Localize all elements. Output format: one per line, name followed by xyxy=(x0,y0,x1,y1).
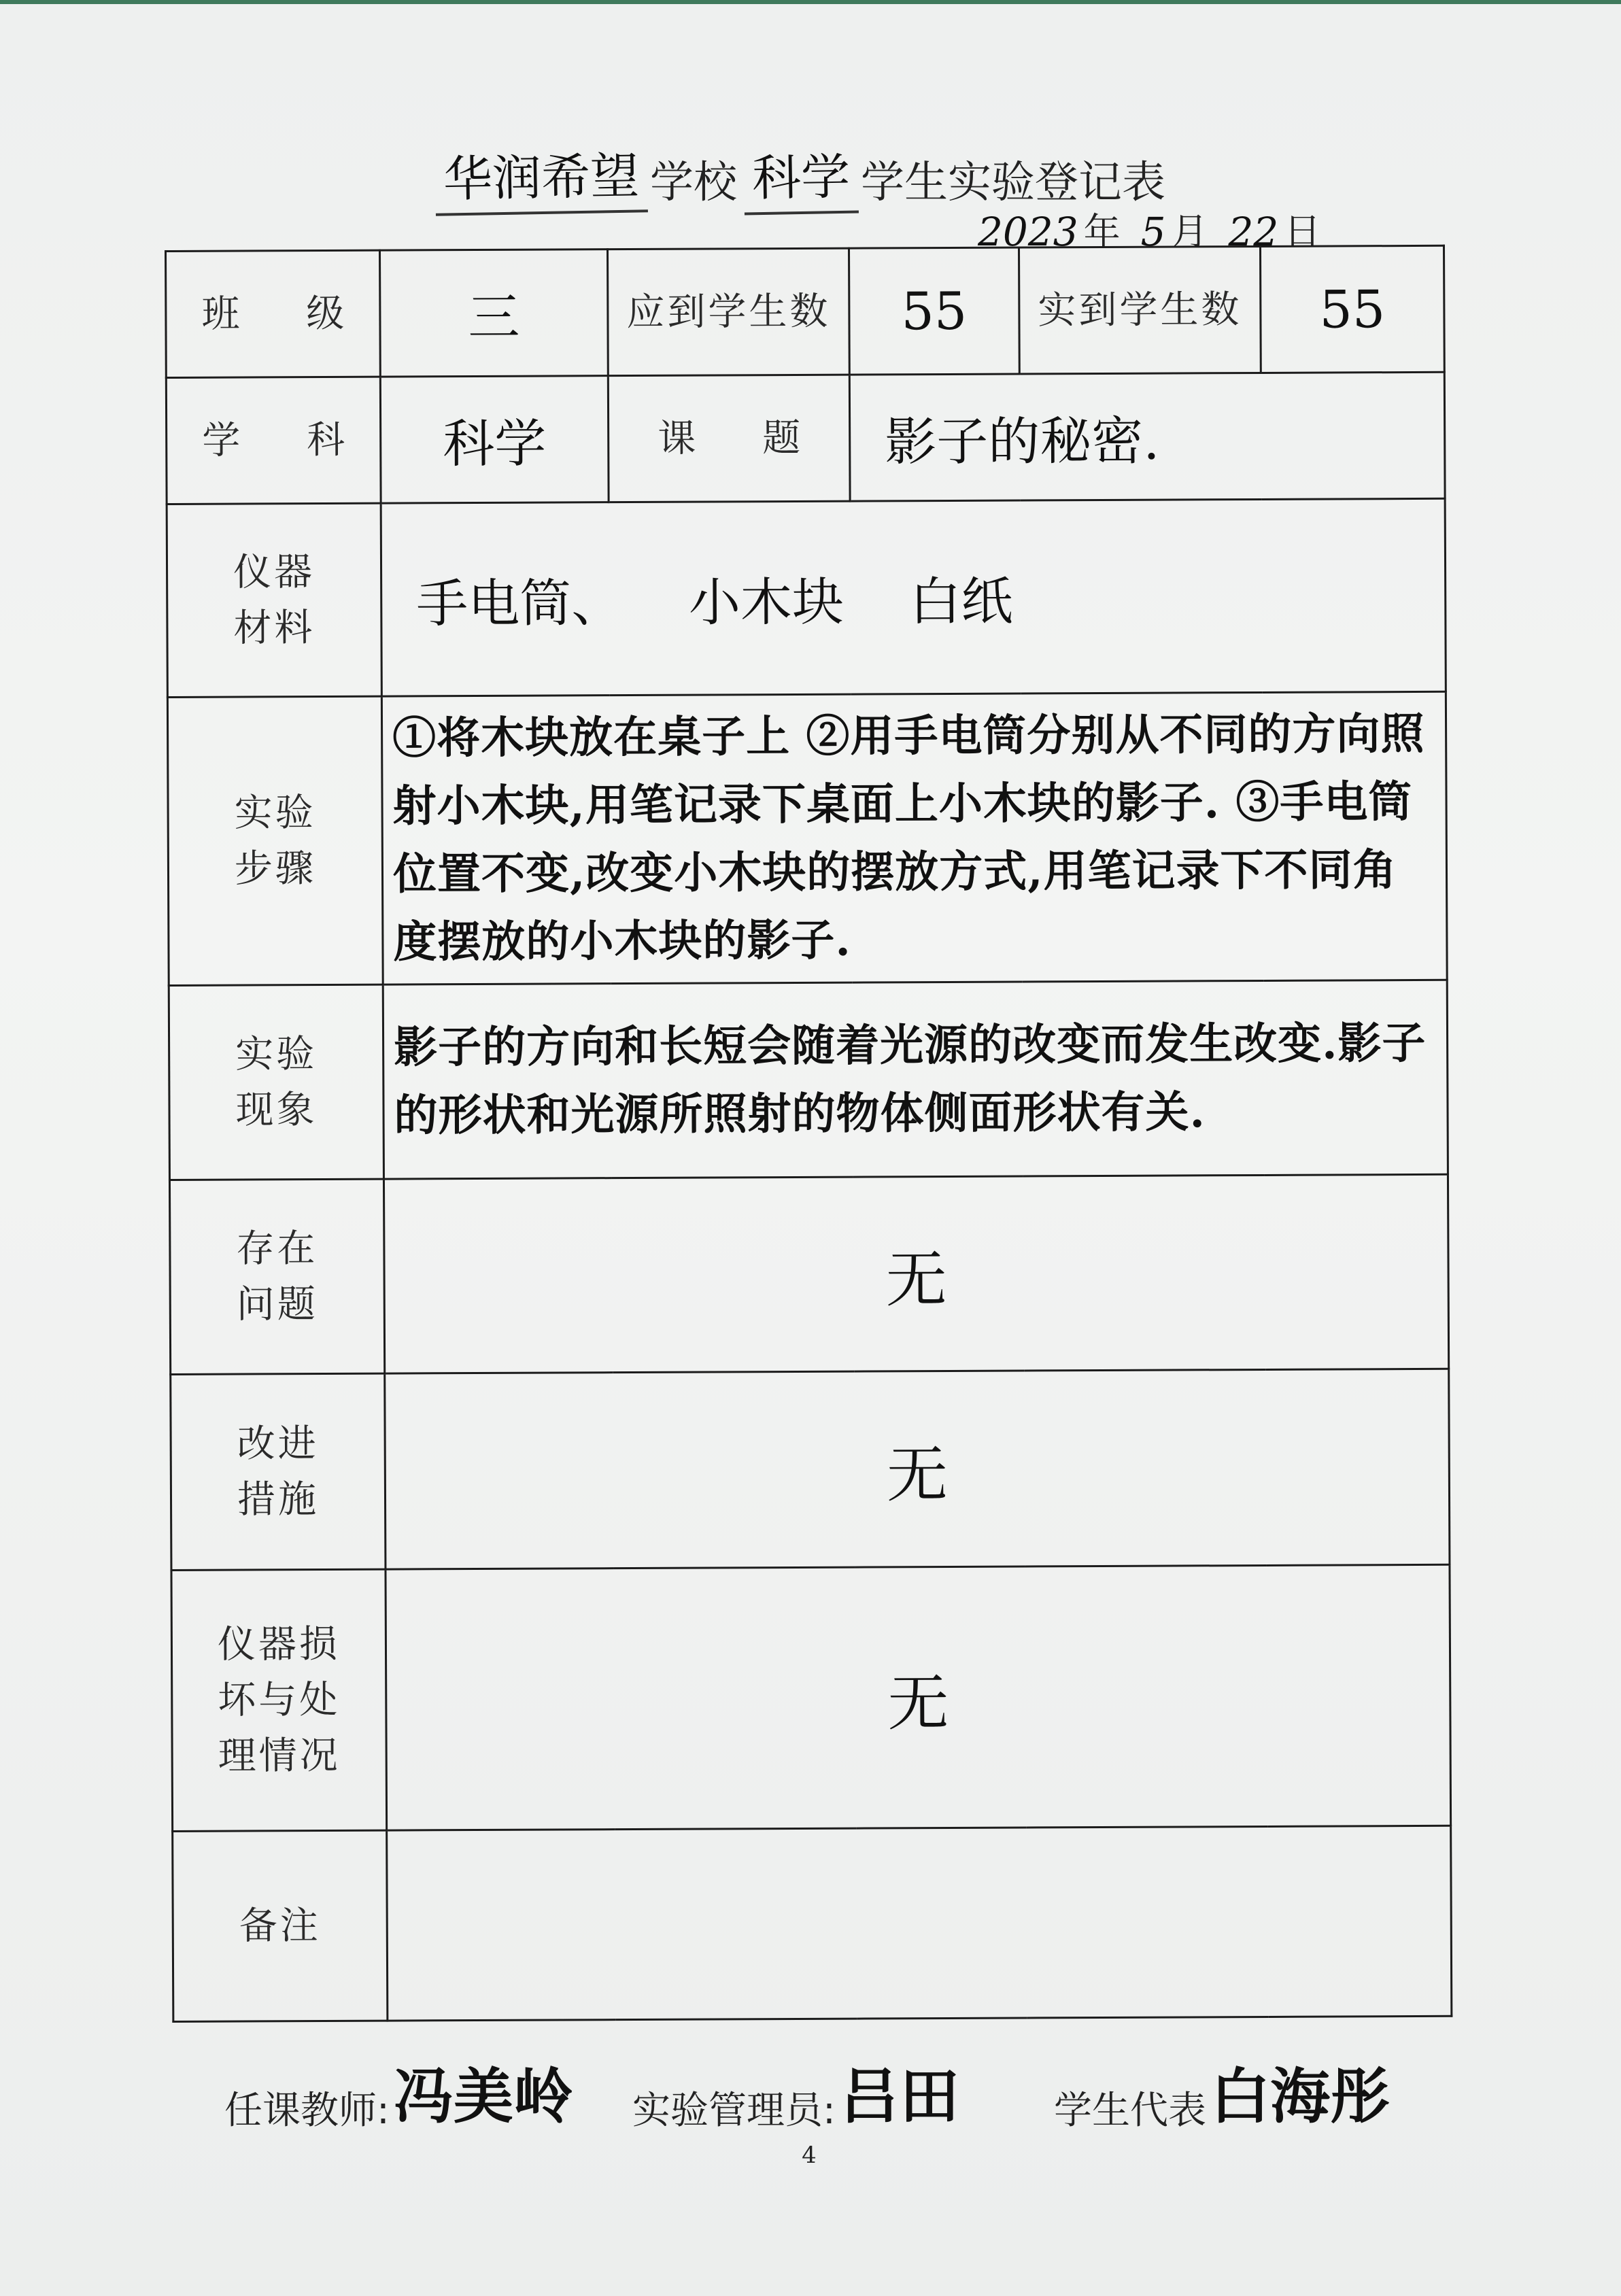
student-signature: 白海彤 xyxy=(1210,2061,1390,2131)
remarks-label: 备注 xyxy=(173,1830,388,2021)
school-name-handwritten: 华润希望 xyxy=(434,136,648,216)
phenomenon-value: 影子的方向和长短会随着光源的改变而发生改变.影子的形状和光源所照射的物体侧面形状有关. xyxy=(383,980,1448,1179)
top-edge-strip xyxy=(0,0,1621,4)
phenomenon-label-cell xyxy=(169,984,383,1180)
subject-handwritten: 科学 xyxy=(743,137,859,216)
admin-signature: 吕田 xyxy=(839,2061,959,2131)
date-month-unit: 月 xyxy=(1171,210,1208,253)
date-year: 2023 xyxy=(978,209,1078,255)
row-equipment xyxy=(167,498,1446,697)
row-remarks xyxy=(173,1826,1452,2021)
problems-value: 无 xyxy=(383,1174,1448,1373)
teacher-signature-group xyxy=(224,2049,573,2135)
form-title: 学生实验登记表 xyxy=(861,158,1166,208)
student-signature-group xyxy=(1054,2049,1390,2135)
topic-value: 影子的秘密. xyxy=(849,372,1445,501)
row-class xyxy=(166,245,1445,377)
improvements-label-cell xyxy=(171,1373,386,1570)
expected-students-label: 应到学生数 xyxy=(608,248,850,376)
steps-value: ①将木块放在桌子上 ②用手电筒分别从不同的方向照射小木块,用笔记录下桌面上小木块的影子. ③手电筒位置不变,改变小木块的摆放方式,用笔记录下不同角度摆放的小木块的影子. xyxy=(381,691,1447,984)
improvements-value: 无 xyxy=(385,1369,1450,1569)
damage-label-cell xyxy=(171,1569,387,1831)
class-label: 班 级 xyxy=(166,250,381,377)
problems-label-cell xyxy=(169,1179,384,1374)
teacher-label: 任课教师: xyxy=(224,2089,390,2133)
actual-students-value: 55 xyxy=(1260,245,1444,373)
damage-value: 无 xyxy=(386,1564,1451,1830)
subject-label: 学 科 xyxy=(166,377,381,504)
row-phenomenon xyxy=(169,980,1448,1180)
damage-label: 仪器损坏与处理情况 xyxy=(217,1622,341,1779)
teacher-signature: 冯美岭 xyxy=(393,2061,573,2131)
actual-students-label: 实到学生数 xyxy=(1019,246,1261,374)
date-day-unit: 日 xyxy=(1284,210,1321,253)
row-steps xyxy=(167,691,1447,985)
class-value: 三 xyxy=(380,250,609,377)
topic-label: 课 题 xyxy=(608,375,850,502)
row-damage xyxy=(171,1564,1451,1831)
steps-label-cell xyxy=(167,696,383,985)
row-subject xyxy=(166,372,1445,504)
problems-label: 存在问题 xyxy=(236,1226,318,1327)
student-label: 学生代表 xyxy=(1054,2089,1206,2133)
school-suffix: 学校 xyxy=(650,158,738,208)
improvements-label: 改进措施 xyxy=(237,1421,320,1522)
date-day: 22 xyxy=(1228,209,1279,255)
date-month: 5 xyxy=(1140,209,1166,255)
row-problems xyxy=(169,1174,1448,1374)
signature-footer xyxy=(224,2053,1448,2135)
page-number: 4 xyxy=(802,2142,817,2169)
experiment-register-table xyxy=(165,245,1452,2023)
phenomenon-label: 实验现象 xyxy=(235,1031,318,1133)
admin-label: 实验管理员: xyxy=(632,2089,836,2133)
subject-value: 科学 xyxy=(380,376,609,503)
equipment-label: 仪器材料 xyxy=(233,549,315,651)
admin-signature-group xyxy=(632,2049,959,2135)
steps-label: 实验步骤 xyxy=(234,790,317,891)
equipment-value: 手电筒、 小木块 白纸 xyxy=(381,498,1446,696)
date-year-unit: 年 xyxy=(1083,210,1121,253)
row-improvements xyxy=(171,1369,1450,1570)
equipment-label-cell xyxy=(167,503,381,697)
expected-students-value: 55 xyxy=(849,247,1019,375)
remarks-value xyxy=(387,1826,1452,2021)
